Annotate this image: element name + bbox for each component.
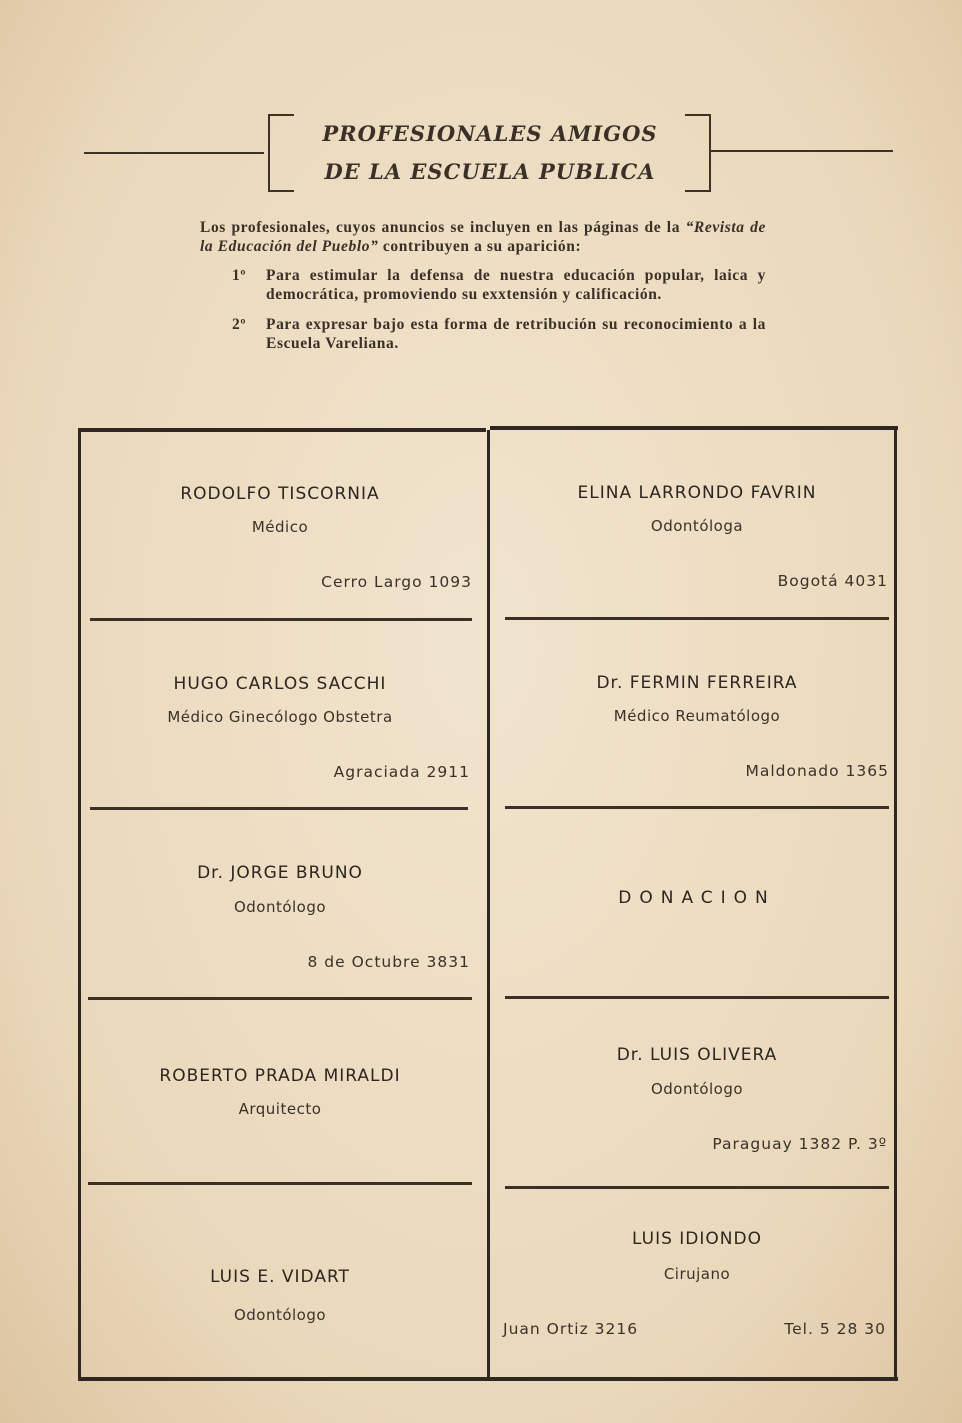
left-separator-2 <box>90 807 468 810</box>
left-bracket <box>268 114 270 192</box>
grid-bottom-rule <box>78 1377 898 1381</box>
listing-address: Maldonado 1365 <box>745 762 889 780</box>
left-separator-1 <box>90 618 472 621</box>
listing-profession: Cirujano <box>663 1265 731 1283</box>
left-separator-3 <box>88 997 472 1000</box>
point-2 <box>232 315 766 353</box>
listing-profession: Odontólogo <box>233 898 327 916</box>
right-separator-3 <box>505 996 889 999</box>
header-right-rule <box>711 150 893 152</box>
left-bracket-bottom <box>268 190 294 192</box>
intro-journal-title: “Revista de la Educación del Pueblo” <box>200 219 766 255</box>
grid-right-border <box>894 430 897 1380</box>
listing-name: ROBERTO PRADA MIRALDI <box>159 1066 401 1086</box>
point-1-number: 1º <box>232 267 247 284</box>
right-separator-1 <box>505 617 889 620</box>
listing-name: Dr. LUIS OLIVERA <box>616 1045 778 1065</box>
intro-paragraph <box>200 218 766 256</box>
point-2-text: Para expresar bajo esta forma de retribución su reconocimiento a la Escuela Vareliana. <box>266 316 766 352</box>
intro-text-a: Los profesionales, cuyos anuncios se incluyen en las páginas de la <box>200 219 681 236</box>
left-separator-4 <box>88 1182 472 1185</box>
listing-profession: Odontóloga <box>650 517 744 535</box>
listing-name: LUIS E. VIDART <box>210 1267 350 1287</box>
listing-address: Juan Ortiz 3216 <box>503 1320 639 1338</box>
point-1 <box>232 266 766 304</box>
listing-name: HUGO CARLOS SACCHI <box>173 674 387 694</box>
left-bracket-top <box>268 114 294 116</box>
grid-left-border <box>78 430 81 1380</box>
listing-address: Agraciada 2911 <box>333 763 470 781</box>
right-separator-4 <box>505 1186 889 1189</box>
listing-name: Dr. FERMIN FERREIRA <box>596 673 798 693</box>
point-2-number: 2º <box>232 316 247 333</box>
right-bracket <box>709 114 711 192</box>
point-1-text: Para estimular la defensa de nuestra educación popular, laica y democrática, promoviendo su exxtensión y calificación. <box>266 267 766 303</box>
listing-name: RODOLFO TISCORNIA <box>180 484 380 504</box>
header-left-rule <box>84 152 264 154</box>
listing-address: Bogotá 4031 <box>777 572 888 590</box>
listing-address: Paraguay 1382 P. 3º <box>712 1135 887 1153</box>
grid-center-divider <box>487 430 490 1380</box>
grid-top-rule-left <box>78 428 486 432</box>
listing-profession: Arquitecto <box>238 1100 322 1118</box>
listing-name: ELINA LARRONDO FAVRIN <box>577 483 817 503</box>
listing-profession: Médico <box>251 518 309 536</box>
right-separator-2 <box>505 806 889 809</box>
title-line-2: DE LA ESCUELA PUBLICA <box>324 159 656 184</box>
listing-name: Dr. JORGE BRUNO <box>197 863 363 883</box>
listing-address: 8 de Octubre 3831 <box>307 953 470 971</box>
grid-top-rule-right <box>490 426 898 430</box>
listing-phone: Tel. 5 28 30 <box>784 1320 886 1338</box>
donation-label: DONACION <box>618 888 776 908</box>
listing-profession: Odontólogo <box>233 1306 327 1324</box>
title-line-1: PROFESIONALES AMIGOS <box>322 121 658 146</box>
listing-profession: Médico Ginecólogo Obstetra <box>167 708 393 726</box>
listing-profession: Médico Reumatólogo <box>613 707 781 725</box>
listing-address: Cerro Largo 1093 <box>321 573 472 591</box>
right-bracket-bottom <box>685 190 711 192</box>
listing-name: LUIS IDIONDO <box>632 1229 762 1249</box>
intro-text-c: contribuyen a su aparición: <box>382 238 582 255</box>
listing-profession: Odontólogo <box>650 1080 744 1098</box>
right-bracket-top <box>685 114 711 116</box>
